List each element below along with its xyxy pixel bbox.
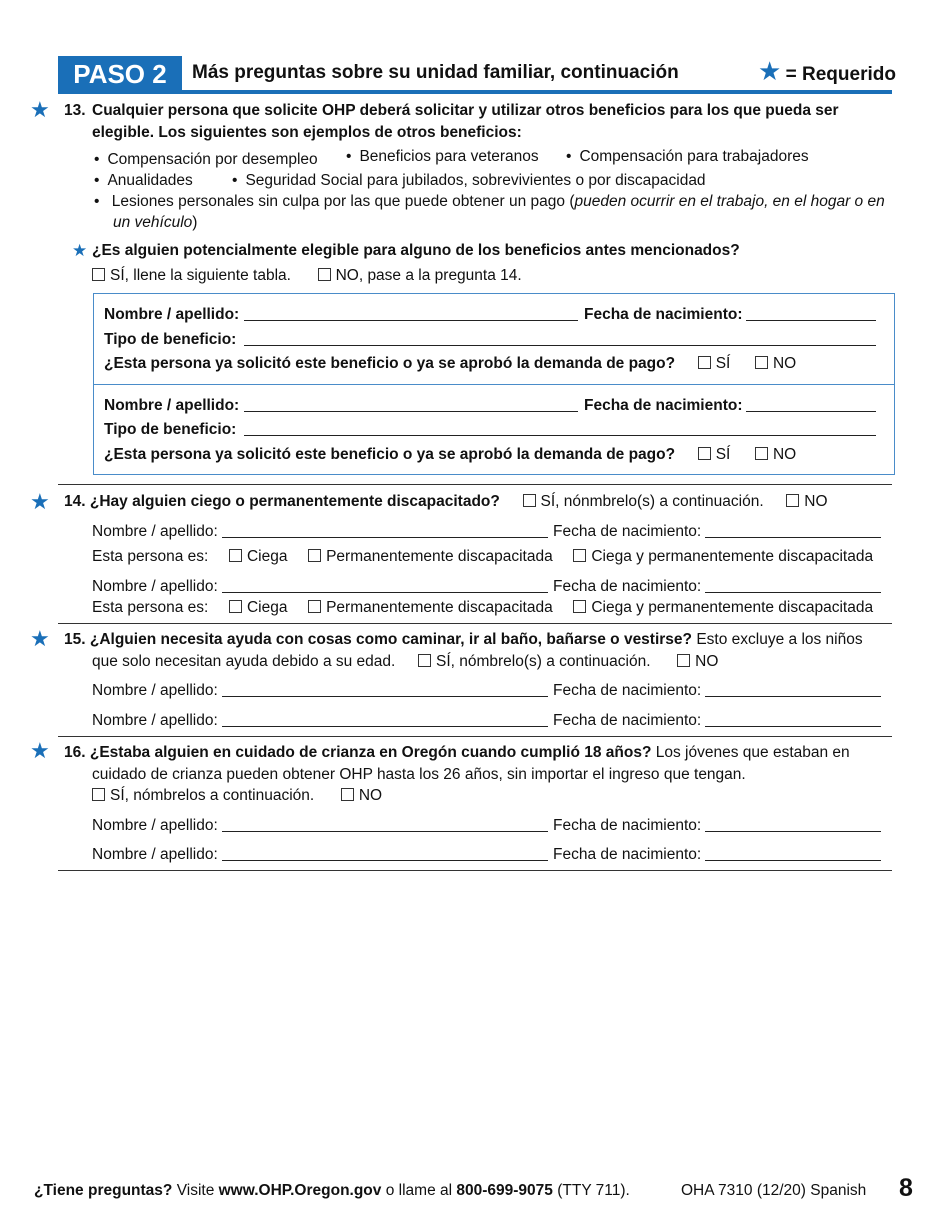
q15-question-row: 15. ¿Alguien necesita ayuda con cosas como caminar, ir al baño, bañarse o vestirse? Esto excluye a los niños bbox=[64, 631, 863, 648]
q13-subquestion: ¿Es alguien potencialmente elegible para alguno de los beneficios antes mencionados? bbox=[92, 242, 740, 259]
bullet-item: • Seguridad Social para jubilados, sobrevivientes o por discapacidad bbox=[232, 171, 706, 192]
bullet-item: • Lesiones personales sin culpa por las que puede obtener un pago (pueden ocurrir en el trabajo, en el hogar o en bbox=[94, 192, 885, 213]
name-label: Nombre / apellido: bbox=[92, 712, 218, 729]
required-star-icon: ★ bbox=[30, 489, 50, 514]
website-link[interactable]: www.OHP.Oregon.gov bbox=[218, 1182, 382, 1199]
step-badge: PASO 2 bbox=[58, 56, 182, 92]
table-divider bbox=[93, 384, 895, 385]
name-label: Nombre / apellido: bbox=[104, 397, 240, 414]
name-label: Nombre / apellido: bbox=[92, 817, 218, 834]
name-field[interactable] bbox=[244, 397, 578, 412]
no-checkbox[interactable] bbox=[755, 356, 768, 369]
disabled-checkbox[interactable] bbox=[308, 600, 321, 613]
blind-and-disabled-checkbox[interactable] bbox=[573, 600, 586, 613]
applied-question-row: ¿Esta persona ya solicitó este beneficio o ya se aprobó la demanda de pago? SÍ NO bbox=[104, 446, 797, 463]
dob-label: Fecha de nacimiento: bbox=[584, 306, 743, 323]
dob-label: Fecha de nacimiento: bbox=[553, 846, 702, 863]
dob-field[interactable] bbox=[705, 817, 881, 832]
bullet-item: • Beneficios para veteranos bbox=[346, 147, 539, 168]
bullet-item: • Compensación para trabajadores bbox=[566, 147, 809, 168]
page-title: Más preguntas sobre su unidad familiar, continuación bbox=[192, 62, 679, 83]
dob-label: Fecha de nacimiento: bbox=[553, 578, 702, 595]
q15-line2: que solo necesitan ayuda debido a su edad. SÍ, nómbrelo(s) a continuación. NO bbox=[92, 653, 719, 670]
bullet-item: • Compensación por desempleo bbox=[94, 150, 318, 171]
form-id: OHA 7310 (12/20) Spanish bbox=[681, 1182, 867, 1199]
yes-checkbox[interactable] bbox=[698, 447, 711, 460]
name-field[interactable] bbox=[222, 578, 548, 593]
name-label: Nombre / apellido: bbox=[92, 523, 218, 540]
name-label: Nombre / apellido: bbox=[92, 846, 218, 863]
benefit-label: Tipo de beneficio: bbox=[104, 331, 237, 348]
applied-question-row: ¿Esta persona ya solicitó este beneficio o ya se aprobó la demanda de pago? SÍ NO bbox=[104, 355, 797, 372]
q16-question-row: 16. ¿Estaba alguien en cuidado de crianza en Oregón cuando cumplió 18 años? Los jóvenes que estaban en bbox=[64, 744, 850, 761]
yes-checkbox[interactable] bbox=[523, 494, 536, 507]
q16-line2: cuidado de crianza pueden obtener OHP hasta los 26 años, sin importar el ingreso que tengan. bbox=[92, 766, 746, 783]
required-star-icon: ★ bbox=[30, 738, 50, 763]
benefit-label: Tipo de beneficio: bbox=[104, 421, 237, 438]
bullet-continuation: un vehículo) bbox=[113, 214, 198, 231]
blind-and-disabled-checkbox[interactable] bbox=[573, 549, 586, 562]
page-number: 8 bbox=[899, 1174, 913, 1202]
dob-field[interactable] bbox=[705, 846, 881, 861]
required-star-icon: ★ bbox=[30, 626, 50, 651]
q13-question-line1: Cualquier persona que solicite OHP deberá solicitar y utilizar otros beneficios para los que pueda ser bbox=[92, 102, 839, 119]
name-label: Nombre / apellido: bbox=[104, 306, 240, 323]
bullet-item: • Anualidades bbox=[94, 171, 193, 192]
yes-checkbox[interactable] bbox=[92, 788, 105, 801]
dob-label: Fecha de nacimiento: bbox=[553, 523, 702, 540]
yes-checkbox[interactable] bbox=[418, 654, 431, 667]
benefit-field[interactable] bbox=[244, 421, 876, 436]
dob-field[interactable] bbox=[705, 712, 881, 727]
dob-field[interactable] bbox=[705, 682, 881, 697]
blind-checkbox[interactable] bbox=[229, 549, 242, 562]
q13-number: 13. bbox=[64, 102, 86, 119]
condition-row: Esta persona es: Ciega Permanentemente discapacitada Ciega y permanentemente discapacitada bbox=[92, 599, 874, 616]
condition-row: Esta persona es: Ciega Permanentemente discapacitada Ciega y permanentemente discapacitada bbox=[92, 548, 874, 565]
no-checkbox[interactable] bbox=[341, 788, 354, 801]
name-field[interactable] bbox=[222, 817, 548, 832]
phone-number: 800-699-9075 bbox=[456, 1182, 553, 1199]
no-checkbox[interactable] bbox=[755, 447, 768, 460]
header-rule bbox=[58, 90, 892, 94]
disabled-checkbox[interactable] bbox=[308, 549, 321, 562]
section-divider bbox=[58, 623, 892, 624]
section-divider bbox=[58, 870, 892, 871]
blind-checkbox[interactable] bbox=[229, 600, 242, 613]
footer-contact: ¿Tiene preguntas? Visite www.OHP.Oregon.gov o llame al 800-699-9075 (TTY 711). bbox=[34, 1182, 630, 1199]
required-star-icon: ★ bbox=[30, 97, 50, 122]
dob-field[interactable] bbox=[746, 306, 876, 321]
q13-question-line2: elegible. Los siguientes son ejemplos de otros beneficios: bbox=[92, 124, 522, 141]
star-icon: ★ bbox=[758, 56, 782, 86]
name-field[interactable] bbox=[244, 306, 578, 321]
q16-options: SÍ, nómbrelos a continuación. NO bbox=[92, 786, 382, 807]
section-divider bbox=[58, 736, 892, 737]
name-label: Nombre / apellido: bbox=[92, 578, 218, 595]
q14-question-row: 14. ¿Hay alguien ciego o permanentemente discapacitado? SÍ, nónmbrelo(s) a continuación. NO bbox=[64, 493, 828, 510]
yes-checkbox[interactable] bbox=[698, 356, 711, 369]
benefit-field[interactable] bbox=[244, 331, 876, 346]
name-label: Nombre / apellido: bbox=[92, 682, 218, 699]
dob-label: Fecha de nacimiento: bbox=[553, 682, 702, 699]
name-field[interactable] bbox=[222, 846, 548, 861]
dob-label: Fecha de nacimiento: bbox=[553, 712, 702, 729]
required-star-icon: ★ bbox=[72, 241, 88, 260]
section-divider bbox=[58, 484, 892, 485]
name-field[interactable] bbox=[222, 712, 548, 727]
required-legend: ★ = Requerido bbox=[758, 56, 896, 86]
dob-label: Fecha de nacimiento: bbox=[584, 397, 743, 414]
no-checkbox[interactable] bbox=[318, 268, 331, 281]
no-checkbox[interactable] bbox=[786, 494, 799, 507]
dob-field[interactable] bbox=[705, 578, 881, 593]
dob-field[interactable] bbox=[705, 523, 881, 538]
no-checkbox[interactable] bbox=[677, 654, 690, 667]
q13-options: SÍ, llene la siguiente tabla. NO, pase a la pregunta 14. bbox=[92, 266, 522, 287]
yes-checkbox[interactable] bbox=[92, 268, 105, 281]
dob-field[interactable] bbox=[746, 397, 876, 412]
name-field[interactable] bbox=[222, 523, 548, 538]
name-field[interactable] bbox=[222, 682, 548, 697]
dob-label: Fecha de nacimiento: bbox=[553, 817, 702, 834]
